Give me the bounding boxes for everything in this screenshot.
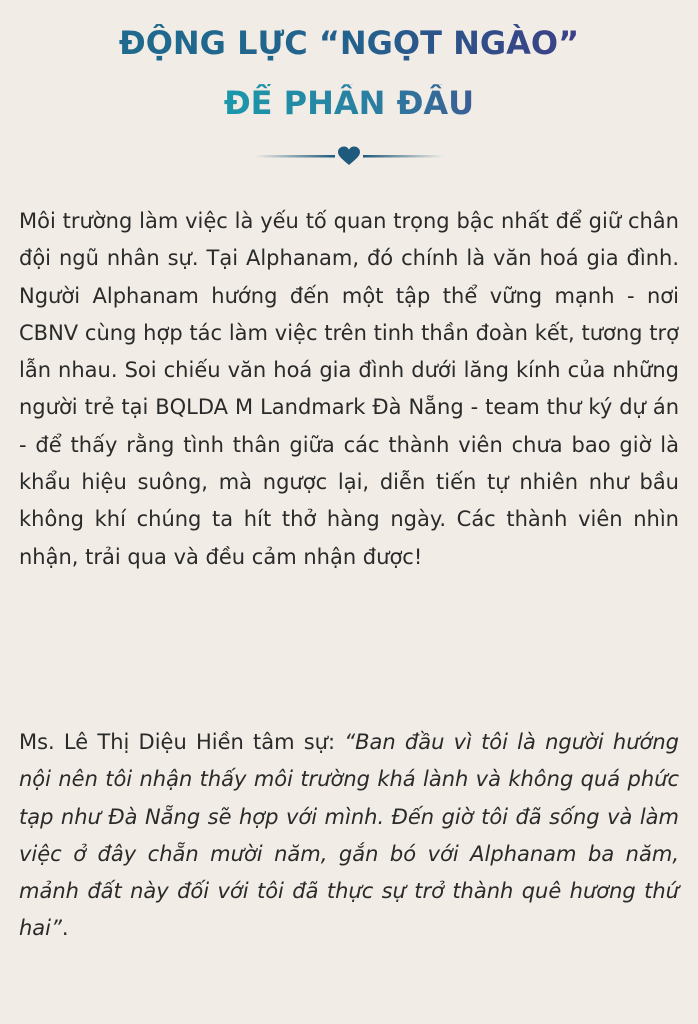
- title-line-2: ĐỂ PHẤN ĐẤU: [223, 84, 475, 122]
- paragraph-quote: [19, 724, 679, 948]
- quote-attribution: Ms. Lê Thị Diệu Hiền tâm sự:: [19, 730, 345, 754]
- heart-icon: [338, 147, 360, 166]
- title-line-1: ĐỘNG LỰC “NGỌT NGÀO”: [118, 24, 580, 62]
- quote-text: “Ban đầu vì tôi là người hướng nội nên tôi nhận thấy môi trường khá lành và không quá phức tạp như Đà Nẵng sẽ hợp với mình. Đến giờ tôi đã sống và làm việc ở đây chẵn mười năm, gắn bó với Alphanam ba năm, mảnh đất này đối với tôi đã thực sự trở thành quê hương thứ hai”: [19, 730, 679, 941]
- divider-line-left: [255, 155, 335, 158]
- divider-line-right: [363, 155, 443, 158]
- title-divider: [255, 145, 443, 167]
- quote-end: .: [61, 916, 69, 941]
- paragraph-intro: Môi trường làm việc là yếu tố quan trọng bậc nhất để giữ chân đội ngũ nhân sự. Tại Alphanam, đó chính là văn hoá gia đình. Người Alphanam hướng đến một tập thể vững mạnh - nơi CBNV cùng hợp tác làm việc trên tinh thần đoàn kết, tương trợ lẫn nhau. Soi chiếu văn hoá gia đình dưới lăng kính của những người trẻ tại BQLDA M Landmark Đà Nẵng - team thư ký dự án - để thấy rằng tình thân giữa các thành viên chưa bao giờ là khẩu hiệu suông, mà ngược lại, diễn tiến tự nhiên như bầu không khí chúng ta hít thở hàng ngày. Các thành viên nhìn nhận, trải qua và đều cảm nhận được!: [19, 209, 679, 569]
